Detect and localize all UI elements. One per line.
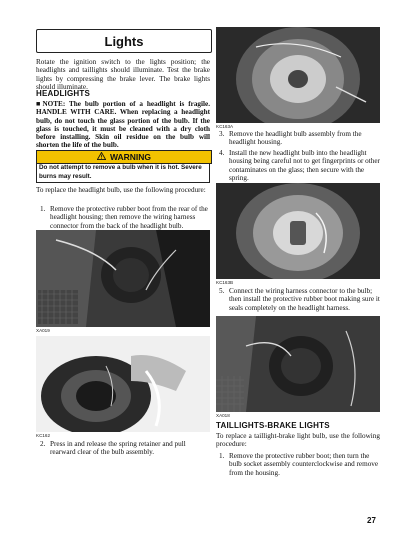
warning-triangle-icon (97, 152, 106, 162)
taillights-heading: TAILLIGHTS-BRAKE LIGHTS (216, 421, 330, 430)
step-number: 3. (219, 130, 225, 138)
step-number: 4. (219, 149, 225, 157)
intro-paragraph: Rotate the ignition switch to the lights position; the headlights and taillights should illuminate. Test the brake lights by compressing the brake lever. The brake lights should illuminate. (36, 58, 210, 91)
figure-photo-bulb-install (216, 183, 380, 279)
page-number: 27 (367, 516, 376, 525)
section-title: Lights (104, 33, 144, 49)
list-item (219, 287, 380, 312)
list-item (219, 130, 380, 147)
figure-photo-spring (36, 336, 210, 432)
warning-label: WARNING (109, 152, 152, 162)
list-item (219, 149, 380, 182)
figure-photo-connector (36, 230, 210, 327)
figure-caption: XA018 (216, 413, 230, 418)
step-text: Press in and release the spring retainer and pull rearward clear of the bulb assembly. (50, 440, 186, 457)
figure-photo-taillight (216, 316, 380, 412)
list-item (219, 452, 380, 477)
note-text: NOTE: The bulb portion of a headlight is fragile. HANDLE WITH CARE. When replacing a headlight bulb, do not touch the glass portion of the bulb. If the glass is touched, it must be cleaned with a dry cloth before installing. Skin oil residue on the bulb will shorten the life of the bulb. (36, 100, 211, 150)
step-number: 1. (219, 452, 225, 460)
step-number: 5. (219, 287, 225, 295)
headlight-note (36, 100, 210, 150)
step-text: Remove the headlight bulb assembly from the headlight housing. (229, 130, 362, 147)
step-text: Connect the wiring harness connector to the bulb; then install the protective rubber boot making sure it seals completely on the headlight harness. (229, 287, 380, 312)
step-number: 2. (40, 440, 46, 448)
step-text: Install the new headlight bulb into the headlight housing being careful not to get fingerprints or other contaminates on the glass; then secure with the spring. (229, 149, 380, 182)
figure-caption: KC163B (216, 280, 234, 285)
section-title-box (36, 29, 212, 53)
figure-caption: KC163A (216, 124, 234, 129)
warning-text: Do not attempt to remove a bulb when it is hot. Severe burns may result. (39, 164, 202, 180)
step-text: Remove the protective rubber boot; then turn the bulb socket assembly counterclockwise and remove from the housing. (229, 452, 379, 477)
warning-body (36, 163, 210, 183)
step-text: Remove the protective rubber boot from the rear of the headlight housing; then remove the wiring harness connector from the back of the headlight bulb. (50, 205, 208, 230)
taillights-intro: To replace a taillight-brake light bulb, use the following procedure: (216, 432, 380, 449)
figure-caption: KC162 (36, 433, 51, 438)
warning-header (36, 150, 212, 164)
replace-intro: To replace the headlight bulb, use the following procedure: (36, 186, 206, 194)
headlights-heading: HEADLIGHTS (36, 89, 90, 98)
list-item (40, 440, 210, 457)
step-number: 1. (40, 205, 46, 213)
list-item (40, 205, 210, 230)
figure-photo-headlight-housing (216, 27, 380, 123)
figure-caption: XA019 (36, 328, 50, 333)
note-marker: ■ (36, 100, 43, 108)
